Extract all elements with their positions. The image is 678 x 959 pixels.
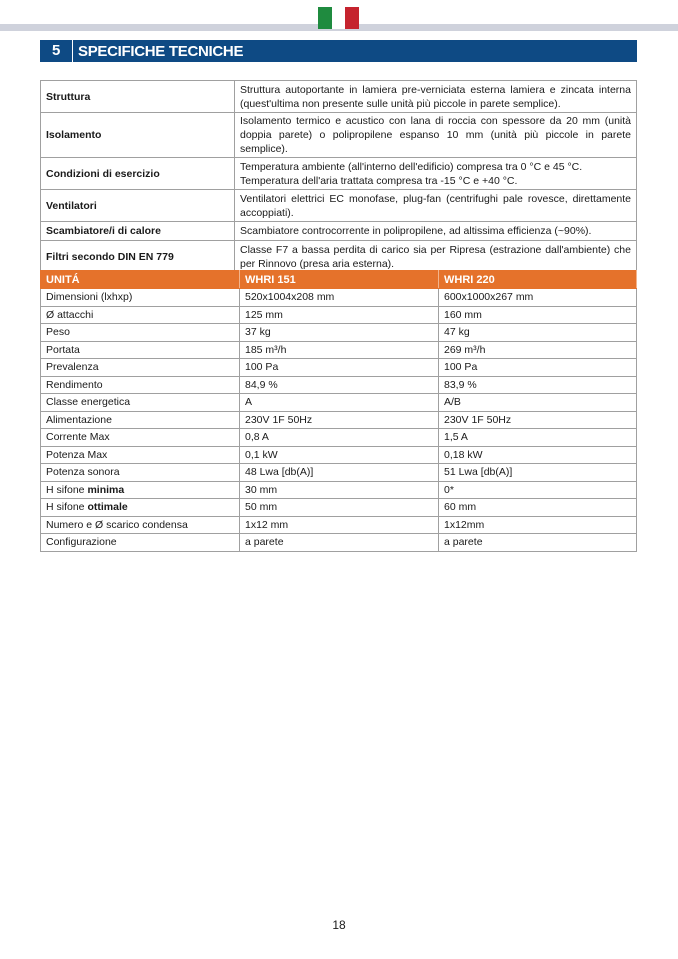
spec-value: Struttura autoportante in lamiera pre-verniciata esterna lamiera e zincata interna (quest'ultima non presente sulle unità più piccole in parete semplice). bbox=[235, 81, 637, 113]
spec-label: Condizioni di esercizio bbox=[41, 158, 235, 190]
table-row bbox=[41, 341, 637, 359]
header-unit: UNITÁ bbox=[41, 271, 240, 289]
row-label: Numero e Ø scarico condensa bbox=[41, 516, 240, 534]
italian-flag-red-icon bbox=[345, 7, 359, 29]
section-title: SPECIFICHE TECNICHE bbox=[78, 42, 244, 60]
spec-row bbox=[41, 113, 637, 158]
spec-value: Ventilatori elettrici EC monofase, plug-fan (centrifughi pale rovesce, direttamente accoppiati). bbox=[235, 190, 637, 222]
row-value-whri-220: 0* bbox=[439, 481, 637, 499]
row-value-whri-220: 60 mm bbox=[439, 499, 637, 517]
spec-label: Scambiatore/i di calore bbox=[41, 222, 235, 241]
row-value-whri-151: 30 mm bbox=[240, 481, 439, 499]
row-value-whri-220: 83,9 % bbox=[439, 376, 637, 394]
row-value-whri-220: 160 mm bbox=[439, 306, 637, 324]
row-value-whri-151: 185 m³/h bbox=[240, 341, 439, 359]
table-row bbox=[41, 289, 637, 307]
header-whri-220: WHRI 220 bbox=[439, 271, 637, 289]
row-value-whri-151: 520x1004x208 mm bbox=[240, 289, 439, 307]
row-label: Dimensioni (lxhxp) bbox=[41, 289, 240, 307]
units-table bbox=[40, 270, 637, 552]
units-header-row bbox=[41, 271, 637, 289]
row-value-whri-220: 1x12mm bbox=[439, 516, 637, 534]
row-value-whri-220: 1,5 A bbox=[439, 429, 637, 447]
row-label: Prevalenza bbox=[41, 359, 240, 377]
table-row bbox=[41, 516, 637, 534]
spec-label: Struttura bbox=[41, 81, 235, 113]
header-whri-151: WHRI 151 bbox=[240, 271, 439, 289]
spec-value: Classe F7 a bassa perdita di carico sia per Ripresa (estrazione dall'ambiente) che per Rinnovo (presa aria esterna). bbox=[235, 241, 637, 273]
table-row bbox=[41, 394, 637, 412]
section-number: 5 bbox=[40, 40, 73, 62]
row-value-whri-151: 100 Pa bbox=[240, 359, 439, 377]
row-value-whri-151: 125 mm bbox=[240, 306, 439, 324]
spec-value bbox=[235, 158, 637, 190]
row-value-whri-151: 48 Lwa [db(A)] bbox=[240, 464, 439, 482]
row-label-bold: ottimale bbox=[87, 501, 128, 514]
spec-row bbox=[41, 81, 637, 113]
row-value-whri-220: A/B bbox=[439, 394, 637, 412]
table-row bbox=[41, 534, 637, 552]
row-label: Alimentazione bbox=[41, 411, 240, 429]
row-value-whri-151: A bbox=[240, 394, 439, 412]
row-label: Configurazione bbox=[41, 534, 240, 552]
spec-row bbox=[41, 222, 637, 241]
row-value-whri-220: 600x1000x267 mm bbox=[439, 289, 637, 307]
table-row bbox=[41, 376, 637, 394]
page-number: 18 bbox=[332, 918, 346, 932]
row-value-whri-151: 230V 1F 50Hz bbox=[240, 411, 439, 429]
row-label: Portata bbox=[41, 341, 240, 359]
spec-row bbox=[41, 190, 637, 222]
row-value-whri-151: 0,1 kW bbox=[240, 446, 439, 464]
table-row bbox=[41, 446, 637, 464]
row-value-whri-220: 269 m³/h bbox=[439, 341, 637, 359]
table-row bbox=[41, 499, 637, 517]
row-label bbox=[41, 481, 240, 499]
spec-value-line: Temperatura ambiente (all'interno dell'edificio) compresa tra 0 °C e 45 °C. bbox=[240, 160, 583, 173]
spec-value: Scambiatore controcorrente in polipropilene, ad altissima efficienza (~90%). bbox=[235, 222, 637, 241]
row-value-whri-220: 230V 1F 50Hz bbox=[439, 411, 637, 429]
row-label-prefix: H sifone bbox=[46, 501, 88, 514]
spec-table bbox=[40, 80, 637, 273]
row-label: Rendimento bbox=[41, 376, 240, 394]
row-value-whri-151: a parete bbox=[240, 534, 439, 552]
spec-value: Isolamento termico e acustico con lana di roccia con spessore da 20 mm (unità doppia parete) o polipropilene espanso 10 mm (unità più piccole in parete semplice). bbox=[235, 113, 637, 158]
row-label bbox=[41, 499, 240, 517]
table-row bbox=[41, 359, 637, 377]
section-heading bbox=[40, 40, 637, 62]
row-value-whri-151: 1x12 mm bbox=[240, 516, 439, 534]
table-row bbox=[41, 429, 637, 447]
spec-label: Isolamento bbox=[41, 113, 235, 158]
row-label: Corrente Max bbox=[41, 429, 240, 447]
row-value-whri-220: 100 Pa bbox=[439, 359, 637, 377]
row-value-whri-151: 37 kg bbox=[240, 324, 439, 342]
table-row bbox=[41, 306, 637, 324]
row-value-whri-220: a parete bbox=[439, 534, 637, 552]
row-label: Classe energetica bbox=[41, 394, 240, 412]
row-value-whri-220: 0,18 kW bbox=[439, 446, 637, 464]
row-value-whri-151: 50 mm bbox=[240, 499, 439, 517]
table-row bbox=[41, 324, 637, 342]
spec-label: Filtri secondo DIN EN 779 bbox=[41, 241, 235, 273]
spec-row bbox=[41, 158, 637, 190]
row-value-whri-151: 84,9 % bbox=[240, 376, 439, 394]
row-label: Ø attacchi bbox=[41, 306, 240, 324]
table-row bbox=[41, 481, 637, 499]
table-row bbox=[41, 464, 637, 482]
italian-flag-white-icon bbox=[332, 7, 345, 29]
row-value-whri-151: 0,8 A bbox=[240, 429, 439, 447]
italian-flag-green-icon bbox=[318, 7, 332, 29]
row-label: Peso bbox=[41, 324, 240, 342]
row-value-whri-220: 47 kg bbox=[439, 324, 637, 342]
table-row bbox=[41, 411, 637, 429]
row-value-whri-220: 51 Lwa [db(A)] bbox=[439, 464, 637, 482]
row-label: Potenza Max bbox=[41, 446, 240, 464]
row-label-prefix: H sifone bbox=[46, 483, 88, 496]
spec-row bbox=[41, 241, 637, 273]
spec-value-line: Temperatura dell'aria trattata compresa tra -15 °C e +40 °C. bbox=[240, 174, 518, 187]
spec-label: Ventilatori bbox=[41, 190, 235, 222]
row-label-bold: minima bbox=[87, 483, 125, 496]
row-label: Potenza sonora bbox=[41, 464, 240, 482]
